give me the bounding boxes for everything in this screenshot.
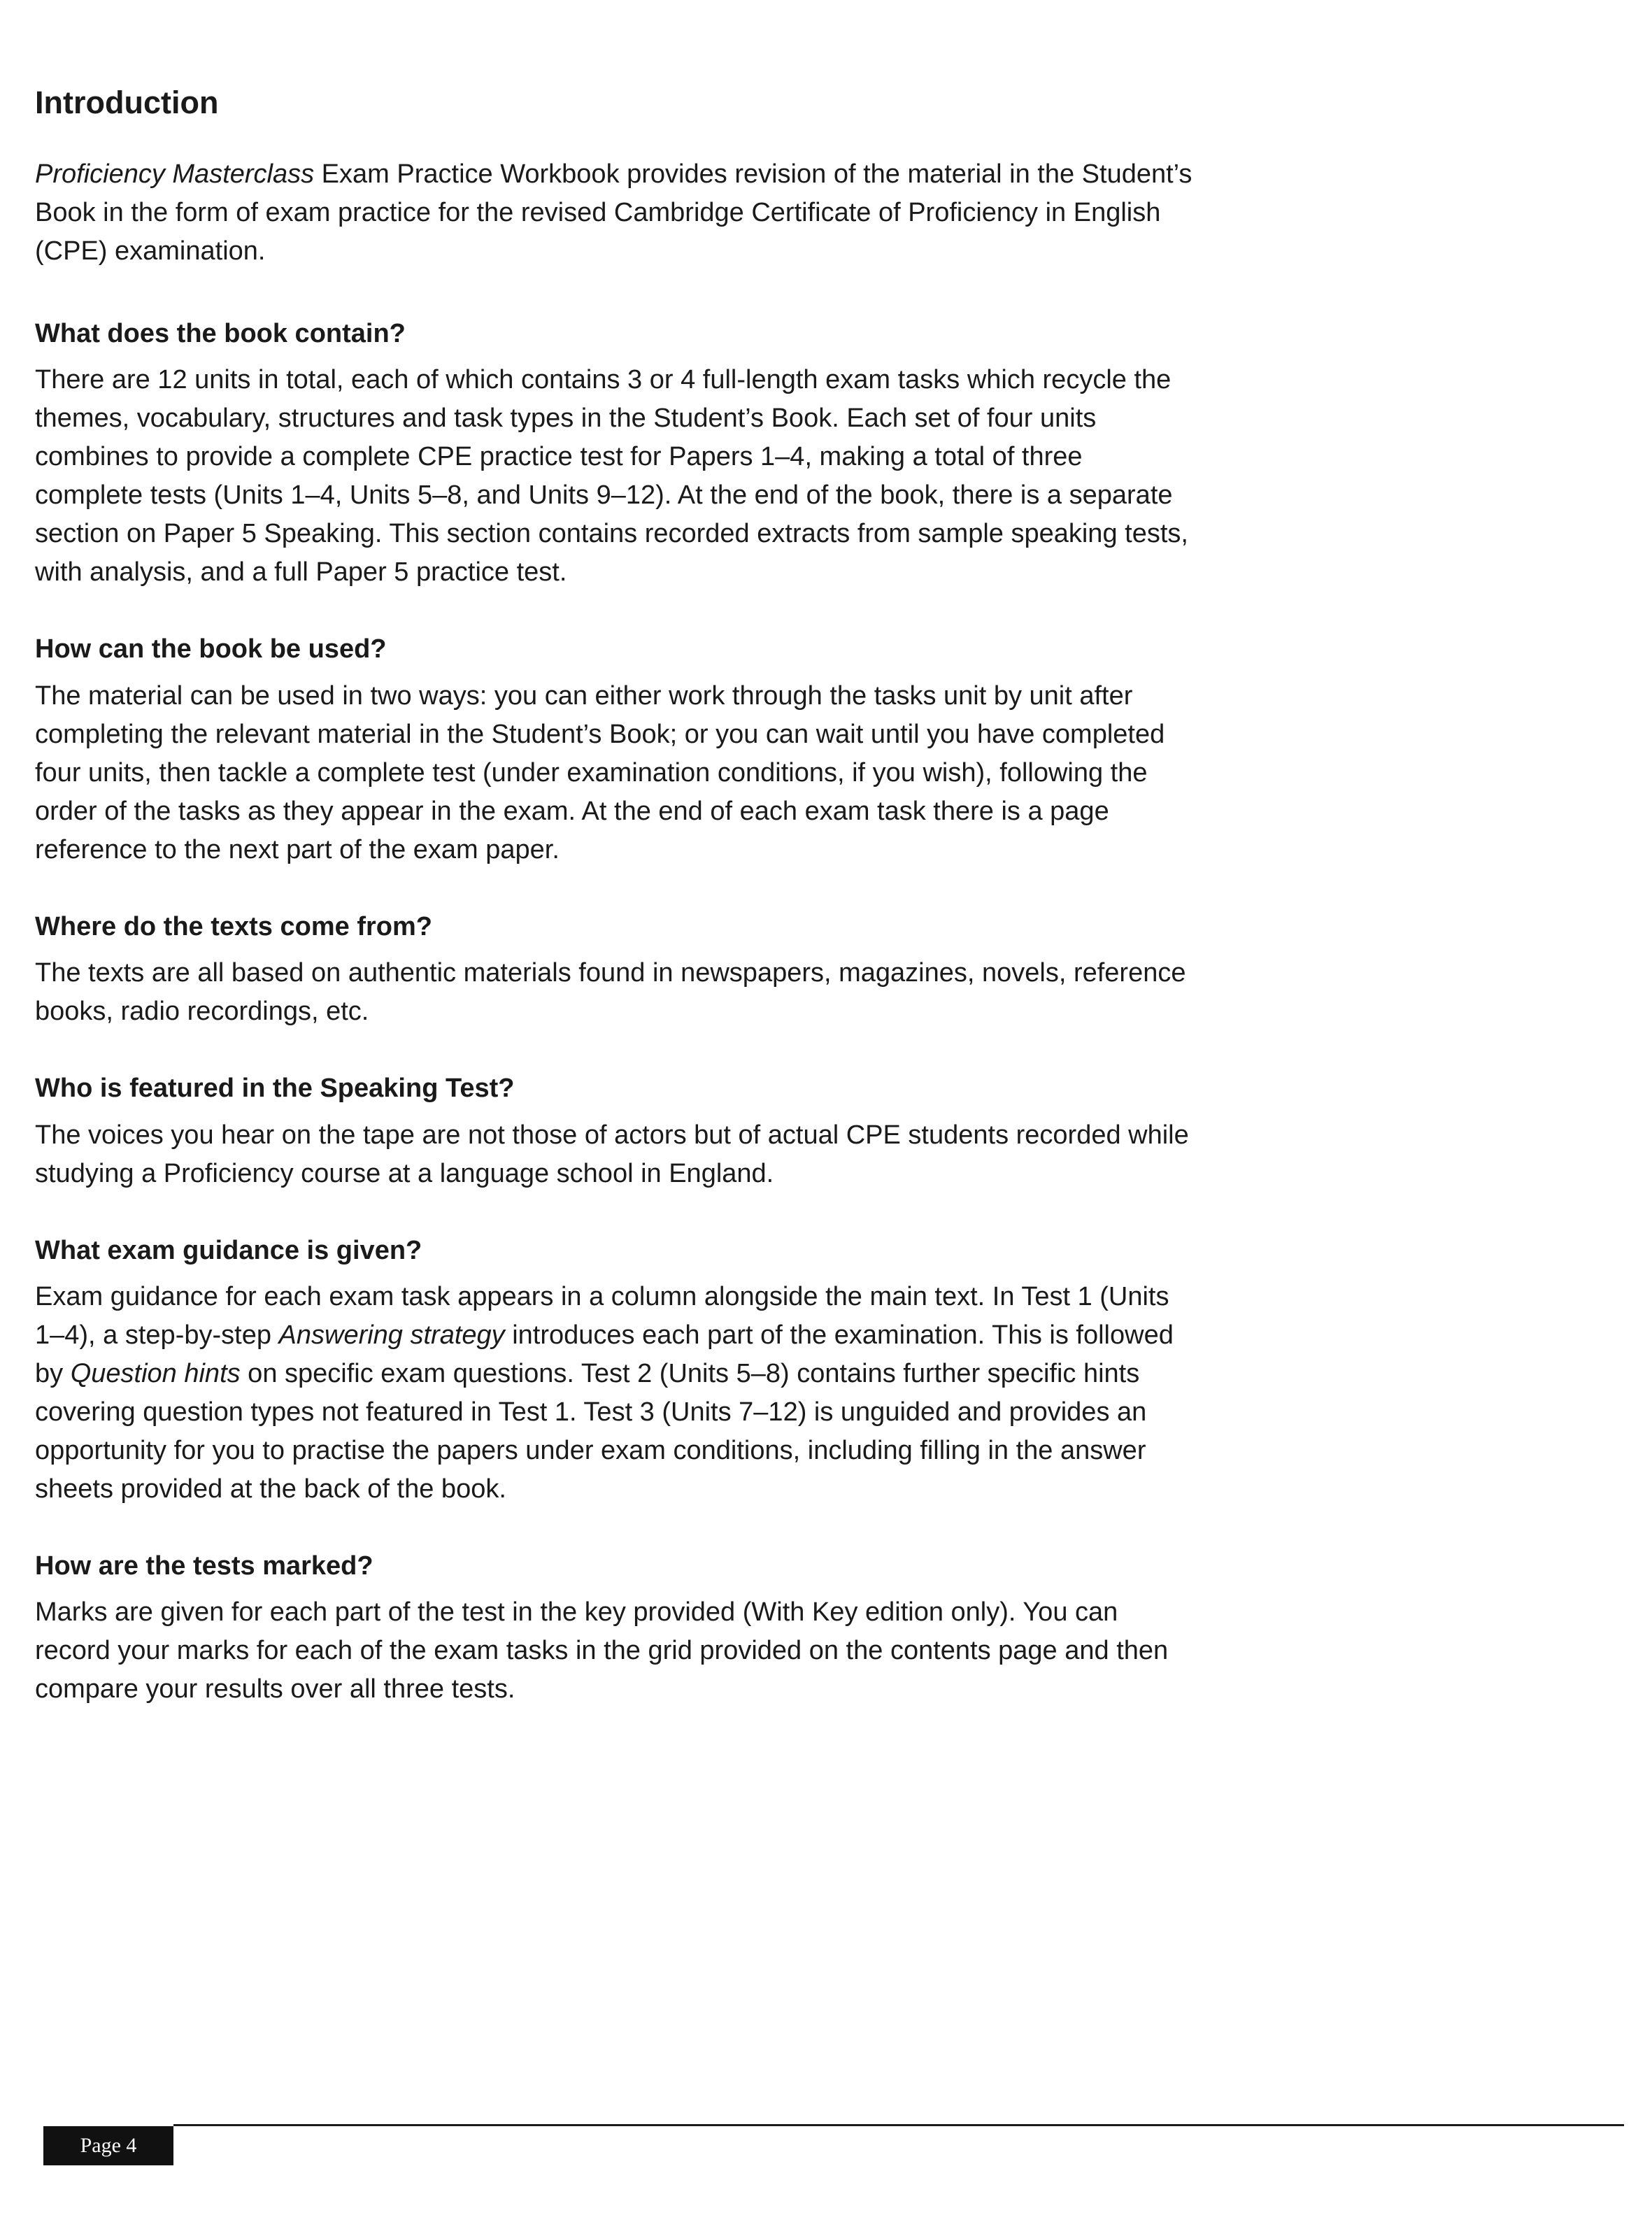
section-heading: Where do the texts come from?	[35, 911, 432, 941]
section-heading: Who is featured in the Speaking Test?	[35, 1074, 515, 1104]
page-content	[35, 84, 1196, 1749]
section-contents	[35, 317, 1196, 592]
section-heading: How can the book be used?	[35, 634, 387, 664]
section-heading: What exam guidance is given?	[35, 1235, 422, 1265]
page-number-tab	[43, 2126, 173, 2165]
section-body: The voices you hear on the tape are not those of actors but of actual CPE students recorded while studying a Proficiency course at a language school in England.	[35, 1120, 1189, 1188]
footer-rule	[173, 2124, 1624, 2126]
section-marking	[35, 1549, 1196, 1709]
intro-paragraph	[35, 155, 1196, 271]
guidance-text-2: introduces each part of the examination. This is followed by	[35, 1320, 1174, 1388]
section-texts-source	[35, 910, 1196, 1031]
page-number: Page 4	[80, 2134, 137, 2157]
page-title: Introduction	[35, 85, 219, 120]
section-body: There are 12 units in total, each of which contains 3 or 4 full-length exam tasks which recycle the themes, vocabulary, structures and task types in the Student’s Book. Each set of four units combines to provide a complete CPE practice test for Papers 1–4, making a total of three complete tests (Units 1–4, Units 5–8, and Units 9–12). At the end of the book, there is a separate section on Paper 5 Speaking. This section contains recorded extracts from sample speaking tests, with analysis, and a full Paper 5 practice test.	[35, 365, 1188, 587]
guidance-text-1: Exam guidance for each exam task appears in a column alongside the main text. In Test 1 (Units 1–4), a step-by-step	[35, 1281, 1169, 1350]
section-body: The material can be used in two ways: you can either work through the tasks unit by unit after completing the relevant material in the Student’s Book; or you can wait until you have completed four units, then tackle a complete test (under examination conditions, if you wish), following the order of the tasks as they appear in the exam. At the end of each exam task there is a page reference to the next part of the exam paper.	[35, 681, 1165, 864]
intro-text: Exam Practice Workbook provides revision of the material in the Student’s Book in the form of exam practice for the revised Cambridge Certificate of Proficiency in English (CPE) examination.	[35, 159, 1192, 266]
book-title: Proficiency Masterclass	[35, 159, 315, 189]
section-usage	[35, 632, 1196, 869]
answering-strategy-term: Answering strategy	[278, 1320, 505, 1350]
section-heading: What does the book contain?	[35, 319, 406, 348]
guidance-text-3: on specific exam questions. Test 2 (Units 5–8) contains further specific hints covering question types not featured in Test 1. Test 3 (Units 7–12) is unguided and provides an opportunity for you to practise the papers under exam conditions, including filling in the answer sheets provided at the back of the book.	[35, 1358, 1147, 1504]
section-heading: How are the tests marked?	[35, 1551, 373, 1581]
section-body: Marks are given for each part of the test in the key provided (With Key edition only). You can record your marks for each of the exam tasks in the grid provided on the contents page and then compare your results over all three tests.	[35, 1597, 1169, 1704]
section-body	[35, 1278, 1196, 1509]
section-body: The texts are all based on authentic materials found in newspapers, magazines, novels, reference books, radio recordings, etc.	[35, 958, 1186, 1027]
section-exam-guidance	[35, 1234, 1196, 1509]
section-speaking-test	[35, 1071, 1196, 1192]
question-hints-term: Question hints	[70, 1358, 241, 1388]
